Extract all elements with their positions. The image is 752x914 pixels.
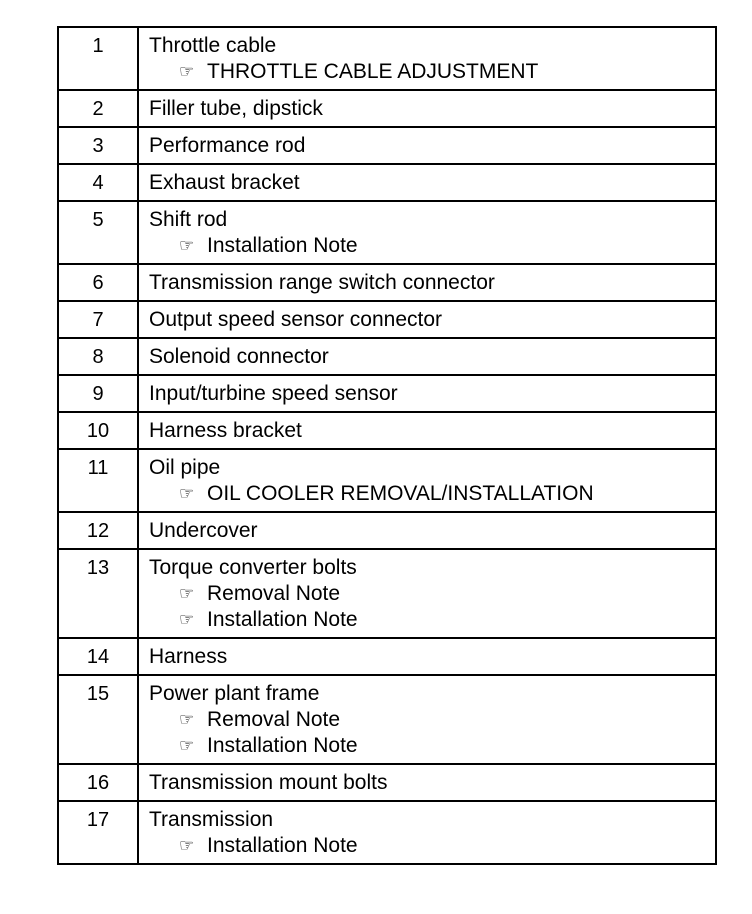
table-row (58, 27, 716, 90)
item-description-cell (138, 764, 716, 801)
table-row (58, 264, 716, 301)
parts-table-body (58, 27, 716, 864)
item-description-cell (138, 338, 716, 375)
item-name: Transmission (149, 808, 274, 831)
reference-label: Installation Note (207, 834, 358, 857)
table-row (58, 375, 716, 412)
item-number: 1 (58, 27, 138, 90)
item-number: 4 (58, 164, 138, 201)
item-description-cell (138, 27, 716, 90)
item-description-cell (138, 412, 716, 449)
pointing-hand-icon: ☞ (179, 836, 195, 855)
item-name: Harness bracket (149, 419, 302, 442)
pointing-hand-icon: ☞ (179, 584, 195, 603)
item-name: Throttle cable (149, 34, 277, 57)
item-number: 11 (58, 449, 138, 512)
item-number: 16 (58, 764, 138, 801)
item-number: 15 (58, 675, 138, 764)
item-name: Output speed sensor connector (149, 308, 443, 331)
table-row (58, 90, 716, 127)
reference-label: Removal Note (207, 582, 341, 605)
item-description-cell (138, 201, 716, 264)
table-row (58, 549, 716, 638)
reference-link[interactable] (149, 733, 715, 759)
item-number: 5 (58, 201, 138, 264)
item-name: Undercover (149, 519, 258, 542)
item-description-cell (138, 449, 716, 512)
item-description-cell (138, 549, 716, 638)
item-number: 12 (58, 512, 138, 549)
pointing-hand-icon: ☞ (179, 610, 195, 629)
table-row (58, 164, 716, 201)
item-name: Transmission mount bolts (149, 771, 388, 794)
item-number: 2 (58, 90, 138, 127)
item-number: 10 (58, 412, 138, 449)
table-row (58, 512, 716, 549)
item-description-cell (138, 127, 716, 164)
reference-label: Removal Note (207, 708, 341, 731)
reference-label: THROTTLE CABLE ADJUSTMENT (207, 60, 539, 83)
item-number: 6 (58, 264, 138, 301)
reference-link[interactable] (149, 481, 715, 507)
item-name: Transmission range switch connector (149, 271, 495, 294)
item-name: Torque converter bolts (149, 556, 357, 579)
table-row (58, 338, 716, 375)
table-row (58, 638, 716, 675)
table-row (58, 675, 716, 764)
table-row (58, 764, 716, 801)
item-name: Input/turbine speed sensor (149, 382, 398, 405)
item-name: Harness (149, 645, 228, 668)
table-row (58, 201, 716, 264)
item-description-cell (138, 675, 716, 764)
item-number: 13 (58, 549, 138, 638)
item-name: Power plant frame (149, 682, 320, 705)
reference-label: Installation Note (207, 234, 358, 257)
item-name: Exhaust bracket (149, 171, 300, 194)
item-description-cell (138, 375, 716, 412)
reference-label: Installation Note (207, 734, 358, 757)
table-row (58, 127, 716, 164)
item-description-cell (138, 638, 716, 675)
item-description-cell (138, 301, 716, 338)
item-number: 9 (58, 375, 138, 412)
item-name: Filler tube, dipstick (149, 97, 323, 120)
parts-table (57, 26, 717, 865)
item-number: 8 (58, 338, 138, 375)
item-description-cell (138, 512, 716, 549)
reference-label: OIL COOLER REMOVAL/INSTALLATION (207, 482, 594, 505)
item-description-cell (138, 801, 716, 864)
item-number: 17 (58, 801, 138, 864)
item-name: Performance rod (149, 134, 306, 157)
item-name: Shift rod (149, 208, 228, 231)
reference-link[interactable] (149, 833, 715, 859)
pointing-hand-icon: ☞ (179, 236, 195, 255)
reference-label: Installation Note (207, 608, 358, 631)
reference-link[interactable] (149, 233, 715, 259)
table-row (58, 412, 716, 449)
pointing-hand-icon: ☞ (179, 62, 195, 81)
item-description-cell (138, 90, 716, 127)
item-number: 7 (58, 301, 138, 338)
item-name: Oil pipe (149, 456, 221, 479)
item-description-cell (138, 264, 716, 301)
item-name: Solenoid connector (149, 345, 329, 368)
reference-link[interactable] (149, 607, 715, 633)
pointing-hand-icon: ☞ (179, 710, 195, 729)
table-row (58, 801, 716, 864)
item-description-cell (138, 164, 716, 201)
reference-link[interactable] (149, 581, 715, 607)
reference-link[interactable] (149, 707, 715, 733)
pointing-hand-icon: ☞ (179, 736, 195, 755)
table-row (58, 449, 716, 512)
item-number: 14 (58, 638, 138, 675)
table-row (58, 301, 716, 338)
item-number: 3 (58, 127, 138, 164)
reference-link[interactable] (149, 59, 715, 85)
pointing-hand-icon: ☞ (179, 484, 195, 503)
